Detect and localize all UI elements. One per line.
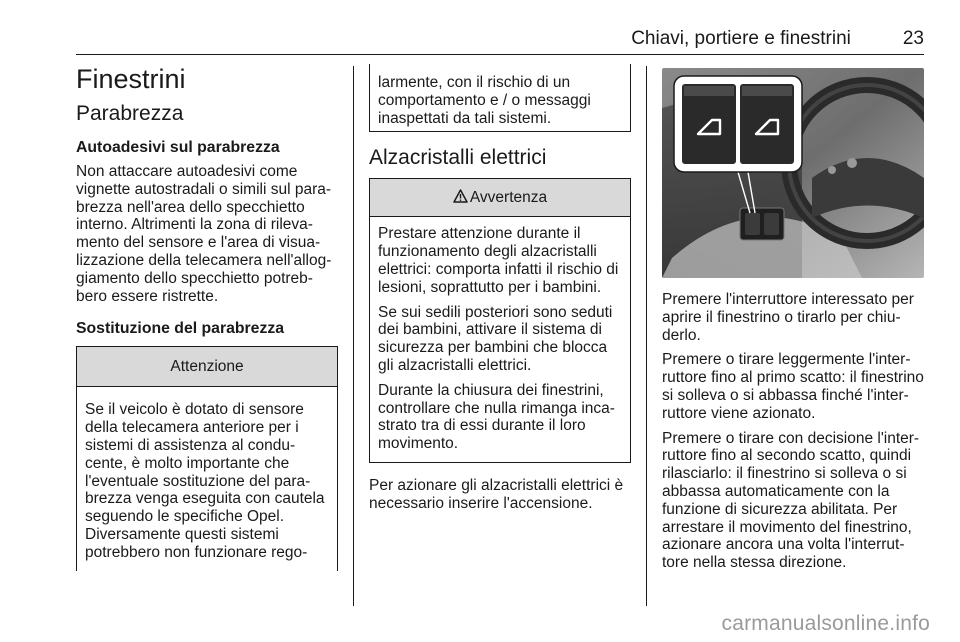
paragraph-second-detent: Premere o tirare con decisione l'inter-ruttore fino al secondo scatto, quindi rilasciarlo: il finestrino si solleva o si abbassa automaticamente con la funzione di sicurezza abilitata. Per arrestare il movimento del finestrino, azionare ancora una volta l'interrut-tore nella stessa direzione. (662, 429, 920, 572)
notice-text-continued: larmente, con il rischio di un comportamento e / o messaggi inaspettati da tali sistemi. (378, 74, 591, 127)
section-title: Finestrini (76, 64, 186, 94)
running-header (631, 28, 924, 50)
chapter-title: Chiavi, portiere e finestrini (631, 28, 851, 49)
page-number: 23 (902, 28, 924, 49)
column-3 (662, 291, 924, 579)
paragraph-windscreen-stickers: Non attaccare autoadesivi come vignette autostradali o simili sul para-brezza nell'area dello specchietto interno. Altrimenti la zona di rileva-mento del sensore e l'area di visua-lizzazione della telecamera nell'allog-giamento dello specchietto potreb-bero essere ristrette. (76, 163, 332, 305)
paragraph-first-detent: Premere o tirare leggermente l'inter-ruttore fino al primo scatto: il finestrino si solleva o si abbassa finché l'inter-ruttore viene azionato. (662, 351, 924, 422)
header-rule (76, 54, 924, 55)
subsection-title-power-windows: Alzacristalli elettrici (369, 146, 547, 170)
column-1 (76, 64, 338, 571)
warning-header (370, 179, 630, 217)
warning-title: Avvertenza (469, 188, 548, 206)
window-switch-photo (662, 68, 924, 278)
column-divider-1 (353, 66, 354, 606)
column-divider-2 (646, 66, 647, 606)
notice-title: Attenzione (77, 347, 337, 387)
paragraph-press-switch: Premere l'interruttore interessato per aprire il finestrino o tirarlo per chiu-derlo. (662, 291, 914, 344)
warning-box (369, 178, 631, 463)
warning-triangle-icon (453, 189, 468, 207)
warning-text-2: Se sui sedili posteriori sono seduti dei bambini, attivare il sistema di sicurezza per bambini che blocca gli alzacristalli elettrici. (378, 303, 613, 374)
notice-box (76, 346, 338, 570)
warning-text-3: Durante la chiusura dei finestrini, controllare che nulla rimanga inca-strato tra di essi durante il loro movimento. (378, 381, 615, 453)
watermark: carmanualsonline.info (721, 612, 930, 635)
column-2 (369, 64, 631, 520)
subsection-title-windscreen: Parabrezza (76, 102, 184, 125)
warning-text-1: Prestare attenzione durante il funzionamento degli alzacristalli elettrici: comporta infatti il rischio di lesioni, soprattutto per i bambini. (378, 225, 619, 296)
heading-windscreen-stickers: Autoadesivi sul parabrezza (76, 139, 280, 156)
paragraph-ignition: Per azionare gli alzacristalli elettrici è necessario inserire l'accensione. (369, 476, 624, 512)
heading-windscreen-replacement: Sostituzione del parabrezza (76, 320, 285, 338)
notice-box-continued (369, 64, 631, 132)
notice-text: Se il veicolo è dotato di sensore della telecamera anteriore per i sistemi di assistenza al condu-cente, è molto importante che l'eventuale sostituzione del para-brezza venga eseguita con cautela seguendo le specifiche Opel. Diversamente questi sistemi potrebbero non funzionare rego- (85, 401, 325, 561)
